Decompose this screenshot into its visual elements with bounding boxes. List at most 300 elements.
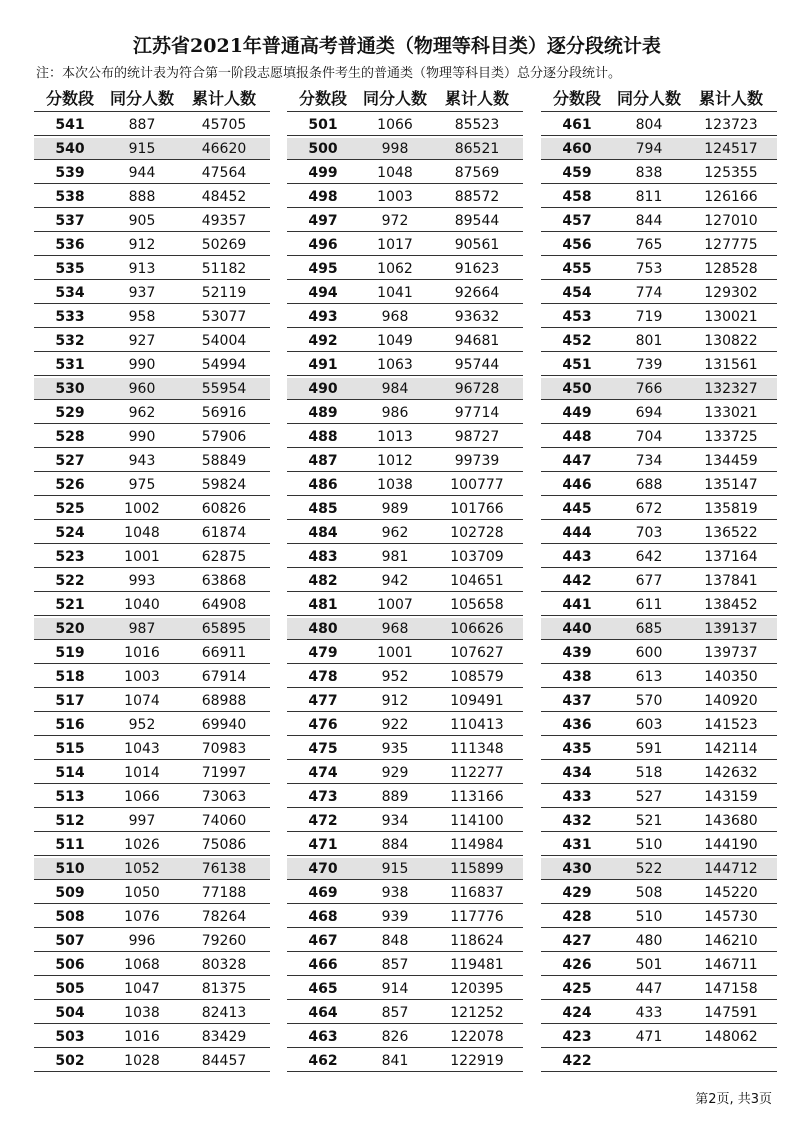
same-score-count-cell: 1041 [377, 284, 413, 301]
cumulative-count-cell: 127775 [704, 236, 758, 253]
score-cell: 507 [55, 932, 85, 949]
same-score-count-cell: 774 [635, 284, 663, 301]
table-row [34, 426, 270, 448]
same-score-count-cell: 739 [635, 356, 663, 373]
score-cell: 495 [308, 260, 338, 277]
score-cell: 485 [308, 500, 338, 517]
table-row [287, 234, 523, 256]
same-score-count-cell: 703 [635, 524, 663, 541]
score-cell: 443 [562, 548, 592, 565]
table-row [541, 978, 777, 1000]
cumulative-count-cell: 127010 [704, 212, 758, 229]
cumulative-count-cell: 146210 [704, 932, 758, 949]
table-row [34, 1026, 270, 1048]
table-row [287, 114, 523, 136]
cumulative-count-cell: 141523 [704, 716, 758, 733]
score-cell: 525 [55, 500, 85, 517]
cumulative-count-cell: 91623 [454, 260, 500, 277]
same-score-count-cell: 939 [381, 908, 409, 925]
table-row [541, 762, 777, 784]
table-row [541, 858, 777, 880]
score-cell: 527 [55, 452, 85, 469]
score-cell: 521 [55, 596, 85, 613]
same-score-count-cell: 1014 [124, 764, 160, 781]
score-cell: 445 [562, 500, 592, 517]
table-row [541, 810, 777, 832]
cumulative-count-cell: 90561 [454, 236, 500, 253]
cumulative-count-cell: 130822 [704, 332, 758, 349]
table-row [34, 474, 270, 496]
cumulative-count-cell: 50269 [201, 236, 247, 253]
table-row [34, 834, 270, 856]
same-score-count-cell: 934 [381, 812, 409, 829]
cumulative-count-cell: 142114 [704, 740, 758, 757]
same-score-count-cell: 888 [128, 188, 156, 205]
table-row [287, 714, 523, 736]
cumulative-count-cell: 76138 [201, 860, 247, 877]
score-cell: 441 [562, 596, 592, 613]
cumulative-count-cell: 62875 [201, 548, 247, 565]
same-score-count-cell: 642 [635, 548, 663, 565]
table-note: 注：本次公布的统计表为符合第一阶段志愿填报条件考生的普通类（物理等科目类）总分逐分段统计。 [36, 66, 622, 81]
same-score-count-cell: 857 [381, 1004, 409, 1021]
cumulative-count-cell: 147591 [704, 1004, 758, 1021]
header-divider [287, 111, 523, 112]
cumulative-count-cell: 80328 [201, 956, 247, 973]
same-score-count-cell: 508 [635, 884, 663, 901]
score-cell: 435 [562, 740, 592, 757]
table-row [541, 426, 777, 448]
same-score-count-cell: 1038 [124, 1004, 160, 1021]
same-score-count-cell: 1049 [377, 332, 413, 349]
same-score-count-cell: 1048 [124, 524, 160, 541]
score-cell: 529 [55, 404, 85, 421]
cumulative-count-cell: 54994 [201, 356, 247, 373]
cumulative-count-cell: 138452 [704, 596, 758, 613]
score-cell: 451 [562, 356, 592, 373]
score-cell: 471 [308, 836, 338, 853]
score-cell: 472 [308, 812, 338, 829]
same-score-count-cell: 915 [128, 140, 156, 157]
score-cell: 453 [562, 308, 592, 325]
cumulative-count-cell: 125355 [704, 164, 758, 181]
score-cell: 541 [55, 116, 85, 133]
same-score-count-cell: 1063 [377, 356, 413, 373]
score-cell: 423 [562, 1028, 592, 1045]
table-header [541, 84, 777, 111]
same-score-count-cell: 471 [635, 1028, 663, 1045]
table-row [541, 930, 777, 952]
same-score-count-cell: 914 [381, 980, 409, 997]
table-row [541, 642, 777, 664]
table-row [34, 282, 270, 304]
header-cell: 累计人数 [191, 89, 256, 108]
same-score-count-cell: 521 [635, 812, 663, 829]
score-cell: 482 [308, 572, 338, 589]
score-cell: 463 [308, 1028, 338, 1045]
score-cell: 425 [562, 980, 592, 997]
same-score-count-cell: 912 [128, 236, 156, 253]
table-row [34, 954, 270, 976]
cumulative-count-cell: 129302 [704, 284, 758, 301]
score-cell: 433 [562, 788, 592, 805]
same-score-count-cell: 719 [635, 308, 663, 325]
score-cell: 510 [55, 860, 85, 877]
same-score-count-cell: 981 [381, 548, 409, 565]
score-cell: 487 [308, 452, 338, 469]
cumulative-count-cell: 98727 [454, 428, 500, 445]
table-row [287, 306, 523, 328]
score-cell: 496 [308, 236, 338, 253]
cumulative-count-cell: 110413 [450, 716, 504, 733]
score-cell: 477 [308, 692, 338, 709]
score-cell: 522 [55, 572, 85, 589]
table-row [287, 594, 523, 616]
table-row [287, 930, 523, 952]
table-row [287, 378, 523, 400]
score-cell: 497 [308, 212, 338, 229]
cumulative-count-cell: 114984 [450, 836, 504, 853]
cumulative-count-cell: 96728 [454, 380, 500, 397]
same-score-count-cell: 1012 [377, 452, 413, 469]
table-row [34, 450, 270, 472]
same-score-count-cell: 811 [635, 188, 663, 205]
table-row [541, 690, 777, 712]
table-row [34, 114, 270, 136]
cumulative-count-cell: 124517 [704, 140, 758, 157]
cumulative-count-cell: 108579 [450, 668, 504, 685]
header-divider [34, 111, 270, 112]
score-cell: 464 [308, 1004, 338, 1021]
score-cell: 438 [562, 668, 592, 685]
cumulative-count-cell: 55954 [201, 380, 247, 397]
same-score-count-cell: 990 [128, 356, 156, 373]
score-cell: 424 [562, 1004, 592, 1021]
cumulative-count-cell: 79260 [201, 932, 247, 949]
score-cell: 439 [562, 644, 592, 661]
score-cell: 428 [562, 908, 592, 925]
score-cell: 513 [55, 788, 85, 805]
table-row [34, 594, 270, 616]
table-row [541, 906, 777, 928]
cumulative-count-cell: 143680 [704, 812, 758, 829]
header-divider [541, 111, 777, 112]
score-cell: 503 [55, 1028, 85, 1045]
table-row [541, 234, 777, 256]
score-cell: 492 [308, 332, 338, 349]
table-row [34, 618, 270, 640]
table-row [34, 786, 270, 808]
cumulative-count-cell: 70983 [201, 740, 247, 757]
cumulative-count-cell: 66911 [201, 644, 247, 661]
same-score-count-cell: 677 [635, 572, 663, 589]
score-cell: 434 [562, 764, 592, 781]
same-score-count-cell: 1016 [124, 644, 160, 661]
cumulative-count-cell: 130021 [704, 308, 758, 325]
table-row [34, 546, 270, 568]
table-row [287, 882, 523, 904]
same-score-count-cell: 1048 [377, 164, 413, 181]
same-score-count-cell: 844 [635, 212, 663, 229]
cumulative-count-cell: 131561 [704, 356, 758, 373]
same-score-count-cell: 1052 [124, 860, 160, 877]
same-score-count-cell: 996 [128, 932, 156, 949]
same-score-count-cell: 952 [128, 716, 156, 733]
table-row [34, 1002, 270, 1024]
cumulative-count-cell: 93632 [454, 308, 500, 325]
same-score-count-cell: 997 [128, 812, 156, 829]
same-score-count-cell: 942 [381, 572, 409, 589]
table-row [541, 498, 777, 520]
table-row [287, 786, 523, 808]
score-cell: 422 [562, 1052, 592, 1069]
cumulative-count-cell: 139137 [704, 620, 758, 637]
same-score-count-cell: 989 [381, 500, 409, 517]
table-row [287, 546, 523, 568]
score-cell: 462 [308, 1052, 338, 1069]
cumulative-count-cell: 59824 [201, 476, 247, 493]
table-header [287, 84, 523, 111]
table-row [541, 882, 777, 904]
table-row [541, 186, 777, 208]
score-cell: 449 [562, 404, 592, 421]
same-score-count-cell: 1074 [124, 692, 160, 709]
score-cell: 440 [562, 620, 592, 637]
same-score-count-cell: 518 [635, 764, 663, 781]
score-cell: 508 [55, 908, 85, 925]
score-cell: 455 [562, 260, 592, 277]
cumulative-count-cell: 101766 [450, 500, 504, 517]
cumulative-count-cell: 107627 [450, 644, 504, 661]
score-cell: 466 [308, 956, 338, 973]
score-cell: 436 [562, 716, 592, 733]
score-cell: 504 [55, 1004, 85, 1021]
cumulative-count-cell: 122078 [450, 1028, 504, 1045]
same-score-count-cell: 884 [381, 836, 409, 853]
cumulative-count-cell: 143159 [704, 788, 758, 805]
score-cell: 457 [562, 212, 592, 229]
table-row [541, 114, 777, 136]
same-score-count-cell: 990 [128, 428, 156, 445]
score-cell: 450 [562, 380, 592, 397]
cumulative-count-cell: 73063 [201, 788, 247, 805]
same-score-count-cell: 1040 [124, 596, 160, 613]
same-score-count-cell: 688 [635, 476, 663, 493]
same-score-count-cell: 1002 [124, 500, 160, 517]
score-cell: 473 [308, 788, 338, 805]
cumulative-count-cell: 81375 [201, 980, 247, 997]
same-score-count-cell: 937 [128, 284, 156, 301]
cumulative-count-cell: 133725 [704, 428, 758, 445]
score-cell: 519 [55, 644, 85, 661]
score-cell: 429 [562, 884, 592, 901]
table-row [287, 618, 523, 640]
score-cell: 498 [308, 188, 338, 205]
same-score-count-cell: 794 [635, 140, 663, 157]
same-score-count-cell: 1038 [377, 476, 413, 493]
table-row [541, 570, 777, 592]
table-row [287, 426, 523, 448]
same-score-count-cell: 1043 [124, 740, 160, 757]
same-score-count-cell: 1003 [124, 668, 160, 685]
redacted-area [642, 1051, 770, 1071]
cumulative-count-cell: 86521 [454, 140, 500, 157]
cumulative-count-cell: 109491 [450, 692, 504, 709]
same-score-count-cell: 1007 [377, 596, 413, 613]
cumulative-count-cell: 105658 [450, 596, 504, 613]
cumulative-count-cell: 118624 [450, 932, 504, 949]
same-score-count-cell: 841 [381, 1052, 409, 1069]
table-row [287, 498, 523, 520]
score-cell: 502 [55, 1052, 85, 1069]
score-cell: 526 [55, 476, 85, 493]
same-score-count-cell: 600 [635, 644, 663, 661]
score-cell: 536 [55, 236, 85, 253]
same-score-count-cell: 927 [128, 332, 156, 349]
score-cell: 452 [562, 332, 592, 349]
score-cell: 476 [308, 716, 338, 733]
table-row [541, 306, 777, 328]
table-row [541, 1002, 777, 1024]
cumulative-count-cell: 61874 [201, 524, 247, 541]
cumulative-count-cell: 117776 [450, 908, 504, 925]
cumulative-count-cell: 116837 [450, 884, 504, 901]
score-cell: 516 [55, 716, 85, 733]
score-cell: 481 [308, 596, 338, 613]
table-row [287, 834, 523, 856]
score-cell: 494 [308, 284, 338, 301]
score-cell: 534 [55, 284, 85, 301]
table-row [34, 354, 270, 376]
table-row [541, 138, 777, 160]
score-cell: 540 [55, 140, 85, 157]
score-cell: 470 [308, 860, 338, 877]
table-row [287, 474, 523, 496]
same-score-count-cell: 838 [635, 164, 663, 181]
same-score-count-cell: 685 [635, 620, 663, 637]
same-score-count-cell: 968 [381, 620, 409, 637]
same-score-count-cell: 1068 [124, 956, 160, 973]
score-cell: 499 [308, 164, 338, 181]
score-cell: 426 [562, 956, 592, 973]
cumulative-count-cell: 135147 [704, 476, 758, 493]
cumulative-count-cell: 113166 [450, 788, 504, 805]
same-score-count-cell: 905 [128, 212, 156, 229]
cumulative-count-cell: 137841 [704, 572, 758, 589]
table-row [541, 738, 777, 760]
score-cell: 515 [55, 740, 85, 757]
score-cell: 454 [562, 284, 592, 301]
same-score-count-cell: 913 [128, 260, 156, 277]
same-score-count-cell: 1066 [124, 788, 160, 805]
cumulative-count-cell: 128528 [704, 260, 758, 277]
page-title: 江苏省2021年普通高考普通类（物理等科目类）逐分段统计表 [133, 35, 661, 57]
score-cell: 475 [308, 740, 338, 757]
score-cell: 427 [562, 932, 592, 949]
table-row [34, 858, 270, 880]
header-cell: 同分人数 [109, 89, 174, 108]
same-score-count-cell: 766 [635, 380, 663, 397]
table-row [287, 402, 523, 424]
table-row [287, 138, 523, 160]
table-row [541, 546, 777, 568]
score-cell: 474 [308, 764, 338, 781]
cumulative-count-cell: 120395 [450, 980, 504, 997]
table-row [34, 762, 270, 784]
score-cell: 524 [55, 524, 85, 541]
same-score-count-cell: 447 [635, 980, 663, 997]
same-score-count-cell: 704 [635, 428, 663, 445]
score-cell: 483 [308, 548, 338, 565]
table-row [34, 522, 270, 544]
same-score-count-cell: 938 [381, 884, 409, 901]
table-row [287, 186, 523, 208]
same-score-count-cell: 734 [635, 452, 663, 469]
score-cell: 533 [55, 308, 85, 325]
table-row [34, 738, 270, 760]
score-cell: 431 [562, 836, 592, 853]
same-score-count-cell: 433 [635, 1004, 663, 1021]
cumulative-count-cell: 53077 [201, 308, 247, 325]
table-row [541, 450, 777, 472]
score-cell: 467 [308, 932, 338, 949]
same-score-count-cell: 987 [128, 620, 156, 637]
table-row [541, 474, 777, 496]
table-header [34, 84, 270, 111]
same-score-count-cell: 1026 [124, 836, 160, 853]
table-row [541, 282, 777, 304]
table-row [541, 162, 777, 184]
score-cell: 465 [308, 980, 338, 997]
table-row [541, 258, 777, 280]
same-score-count-cell: 570 [635, 692, 663, 709]
score-cell: 458 [562, 188, 592, 205]
score-column-3 [541, 84, 777, 1074]
same-score-count-cell: 1066 [377, 116, 413, 133]
cumulative-count-cell: 75086 [201, 836, 247, 853]
same-score-count-cell: 826 [381, 1028, 409, 1045]
same-score-count-cell: 480 [635, 932, 663, 949]
score-cell: 480 [308, 620, 338, 637]
cumulative-count-cell: 135819 [704, 500, 758, 517]
cumulative-count-cell: 68988 [201, 692, 247, 709]
cumulative-count-cell: 114100 [450, 812, 504, 829]
score-cell: 517 [55, 692, 85, 709]
same-score-count-cell: 848 [381, 932, 409, 949]
table-row [287, 738, 523, 760]
table-row [541, 378, 777, 400]
table-row [287, 642, 523, 664]
score-cell: 538 [55, 188, 85, 205]
cumulative-count-cell: 121252 [450, 1004, 504, 1021]
table-row [34, 210, 270, 232]
cumulative-count-cell: 47564 [201, 164, 247, 181]
same-score-count-cell: 915 [381, 860, 409, 877]
score-cell: 490 [308, 380, 338, 397]
cumulative-count-cell: 146711 [704, 956, 758, 973]
same-score-count-cell: 510 [635, 836, 663, 853]
score-cell: 444 [562, 524, 592, 541]
score-cell: 518 [55, 668, 85, 685]
same-score-count-cell: 527 [635, 788, 663, 805]
score-cell: 506 [55, 956, 85, 973]
same-score-count-cell: 1050 [124, 884, 160, 901]
cumulative-count-cell: 46620 [201, 140, 247, 157]
same-score-count-cell: 1076 [124, 908, 160, 925]
cumulative-count-cell: 88572 [454, 188, 500, 205]
table-row [287, 690, 523, 712]
header-cell: 同分人数 [362, 89, 427, 108]
